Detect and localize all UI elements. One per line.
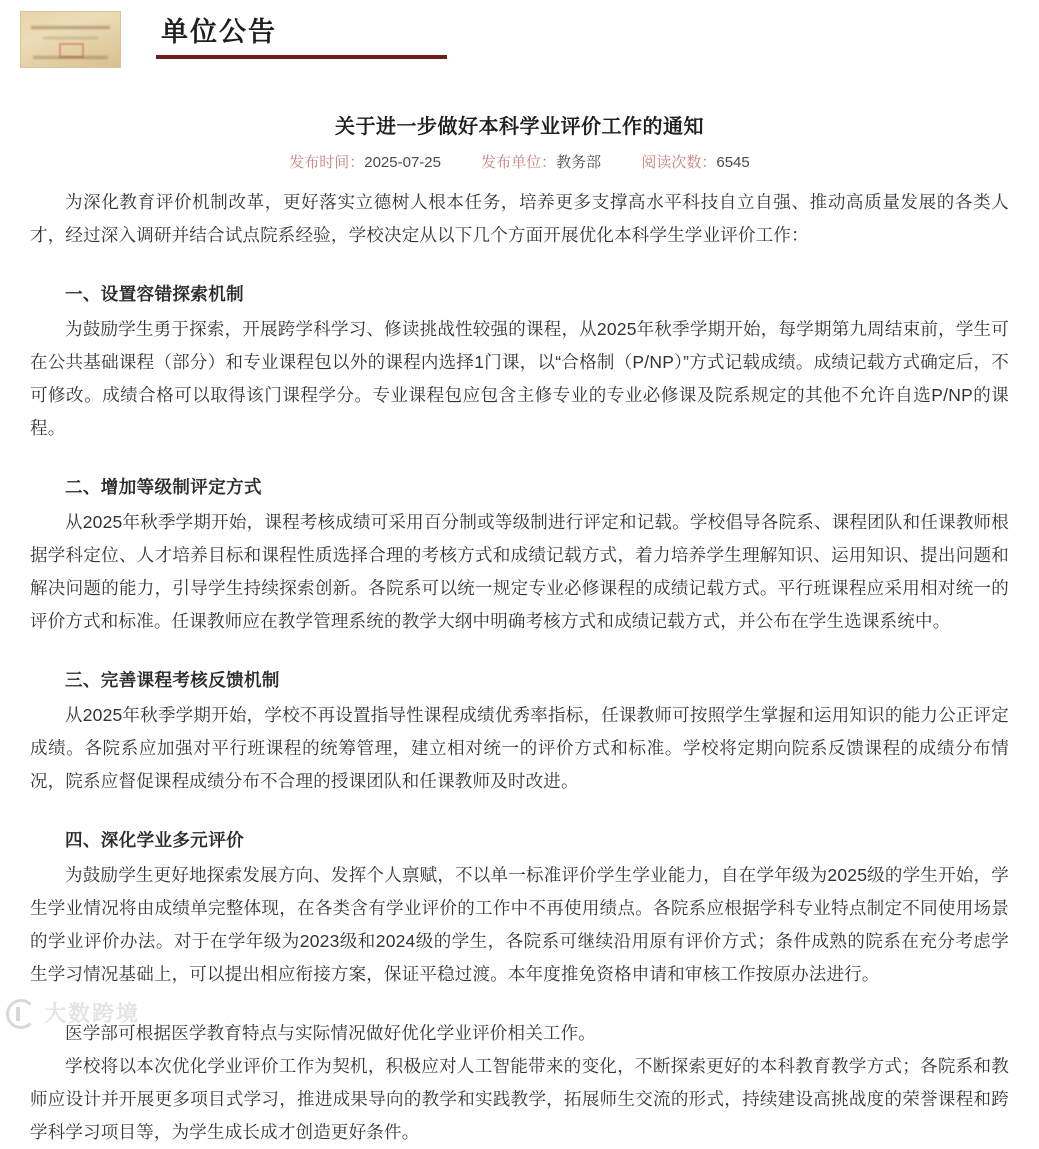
meta-views xyxy=(641,150,749,176)
announcement-document xyxy=(0,112,1039,1149)
section-heading-3: 三、完善课程考核反馈机制 xyxy=(65,670,280,690)
certificate-decoration-line xyxy=(43,37,98,39)
certificate-thumbnail-image xyxy=(20,11,121,68)
watermark-text: 大数跨境 xyxy=(44,1001,141,1026)
meta-publish-time-label: 发布时间： xyxy=(289,154,365,171)
page-header xyxy=(0,0,1039,82)
section-heading-4: 四、深化学业多元评价 xyxy=(65,830,244,850)
section-heading-2: 二、增加等级制评定方式 xyxy=(65,477,262,497)
tab-unit-announcement[interactable]: 单位公告 xyxy=(161,17,277,47)
header-accent-underline xyxy=(156,55,447,59)
closing-block xyxy=(30,1017,1009,1149)
meta-publish-time-value: 2025-07-25 xyxy=(364,154,441,171)
section-body-3: 从2025年秋季学期开始，学校不再设置指导性课程成绩优秀率指标，任课教师可按照学生掌握和运用知识的能力公正评定成绩。各院系应加强对平行班课程的统筹管理，建立相对统一的评价方式和标准。学校将定期向院系反馈课程的成绩分布情况，院系应督促课程成绩分布不合理的授课团队和任课教师及时改进。 xyxy=(30,705,1009,791)
meta-publisher-label: 发布单位： xyxy=(481,154,557,171)
closing-paragraph-2: 学校将以本次优化学业评价工作为契机，积极应对人工智能带来的变化，不断探索更好的本科教育教学方式；各院系和教师应设计并开展更多项目式学习，推进成果导向的教学和实践教学，拓展师生交流的形式，持续建设高挑战度的荣誉课程和跨学科学习项目等，为学生成长成才创造更好条件。 xyxy=(30,1056,1009,1142)
section-body-2: 从2025年秋季学期开始，课程考核成绩可采用百分制或等级制进行评定和记载。学校倡导各院系、课程团队和任课教师根据学科定位、人才培养目标和课程性质选择合理的考核方式和成绩记载方式，着力培养学生理解知识、运用知识、提出问题和解决问题的能力，引导学生持续探索创新。各院系可以统一规定专业必修课程的成绩记载方式。平行班课程应采用相对统一的评价方式和标准。任课教师应在教学管理系统的教学大纲中明确考核方式和成绩记载方式，并公布在学生选课系统中。 xyxy=(30,512,1009,631)
intro-paragraph: 为深化教育评价机制改革，更好落实立德树人根本任务，培养更多支撑高水平科技自立自强、推动高质量发展的各类人才，经过深入调研并结合试点院系经验，学校决定从以下几个方面开展优化本科学生学业评价工作： xyxy=(30,192,1009,245)
meta-publisher-value: 教务部 xyxy=(556,154,602,171)
document-meta xyxy=(30,150,1009,176)
meta-views-value: 6545 xyxy=(716,154,750,171)
certificate-decoration-line xyxy=(31,26,110,29)
meta-publish-time xyxy=(289,150,441,176)
page-title: 关于进一步做好本科学业评价工作的通知 xyxy=(335,116,704,138)
meta-publisher xyxy=(481,150,601,176)
closing-paragraph-1: 医学部可根据医学教育特点与实际情况做好优化学业评价相关工作。 xyxy=(65,1023,596,1043)
meta-views-label: 阅读次数： xyxy=(641,154,717,171)
section-body-1: 为鼓励学生勇于探索，开展跨学科学习、修读挑战性较强的课程，从2025年秋季学期开始，每学期第九周结束前，学生可在公共基础课程（部分）和专业课程包以外的课程内选择1门课，以“合格制（P/NP）”方式记载成绩。成绩记载方式确定后，不可修改。成绩合格可以取得该门课程学分。专业课程包应包含主修专业的专业必修课及院系规定的其他不允许自选P/NP的课程。 xyxy=(30,319,1009,438)
certificate-decoration-line xyxy=(33,56,108,59)
section-body-4: 为鼓励学生更好地探索发展方向、发挥个人禀赋，不以单一标准评价学生学业能力，自在学年级为2025级的学生开始，学生学业情况将由成绩单完整体现，在各类含有学业评价的工作中不再使用绩点。各院系应根据学科专业特点制定不同使用场景的学业评价办法。对于在学年级为2023级和2024级的学生，各院系可继续沿用原有评价方式；条件成熟的院系在充分考虑学生学习情况基础上，可以提出相应衔接方案，保证平稳过渡。本年度推免资格申请和审核工作按原办法进行。 xyxy=(30,865,1009,984)
header-title-wrap xyxy=(139,0,299,50)
section-heading-1: 一、设置容错探索机制 xyxy=(65,284,244,304)
